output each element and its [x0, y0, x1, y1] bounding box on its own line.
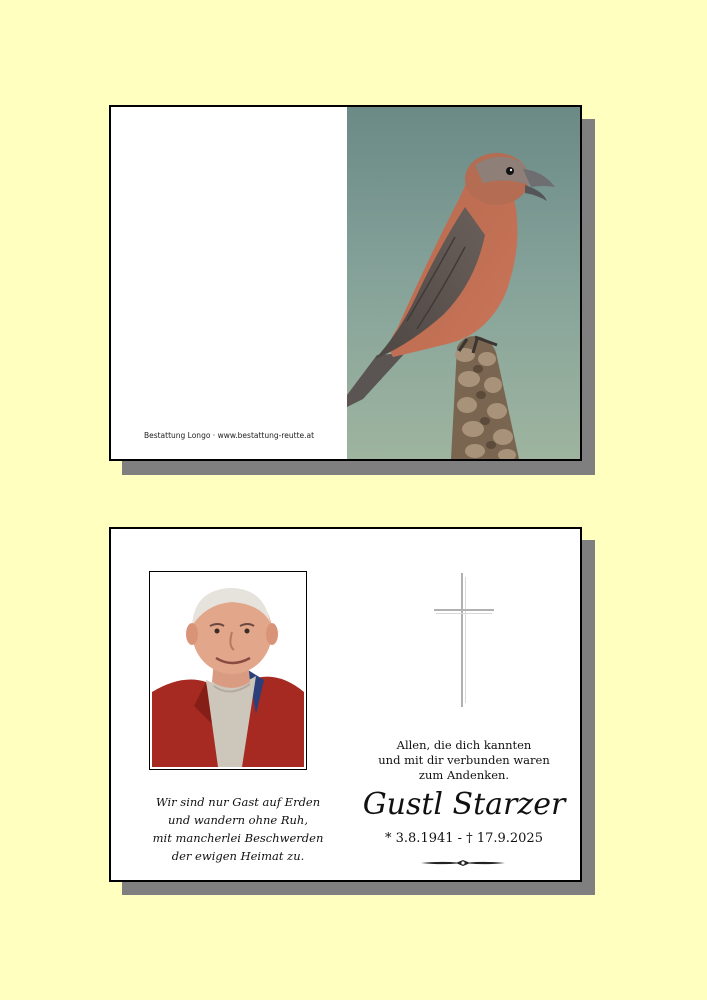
- memorial-line: Allen, die dich kannten: [396, 738, 532, 752]
- ornament-divider-icon: [421, 853, 505, 872]
- memorial-line: zum Andenken.: [418, 768, 510, 782]
- deceased-name: Gustl Starzer: [362, 787, 566, 822]
- card-inner-side: [109, 527, 582, 882]
- card-outer-side: [109, 105, 582, 461]
- poem-verse: [129, 793, 347, 865]
- memorial-text: [361, 738, 567, 783]
- poem-line: Wir sind nur Gast auf Erden: [155, 795, 321, 809]
- funeral-home-imprint: Bestattung Longo · www.bestattung-reutte.at: [143, 431, 315, 440]
- memorial-line: und mit dir verbunden waren: [378, 753, 550, 767]
- card-back-panel: [111, 107, 347, 459]
- crossbill-bird-image: [347, 107, 582, 459]
- poem-line: der ewigen Heimat zu.: [171, 849, 305, 863]
- poem-line: mit mancherlei Beschwerden: [152, 831, 324, 845]
- life-dates: * 3.8.1941 - † 17.9.2025: [385, 831, 543, 846]
- cross-icon: [434, 573, 494, 711]
- portrait-photo: [149, 571, 307, 770]
- poem-line: und wandern ohne Ruh,: [168, 813, 308, 827]
